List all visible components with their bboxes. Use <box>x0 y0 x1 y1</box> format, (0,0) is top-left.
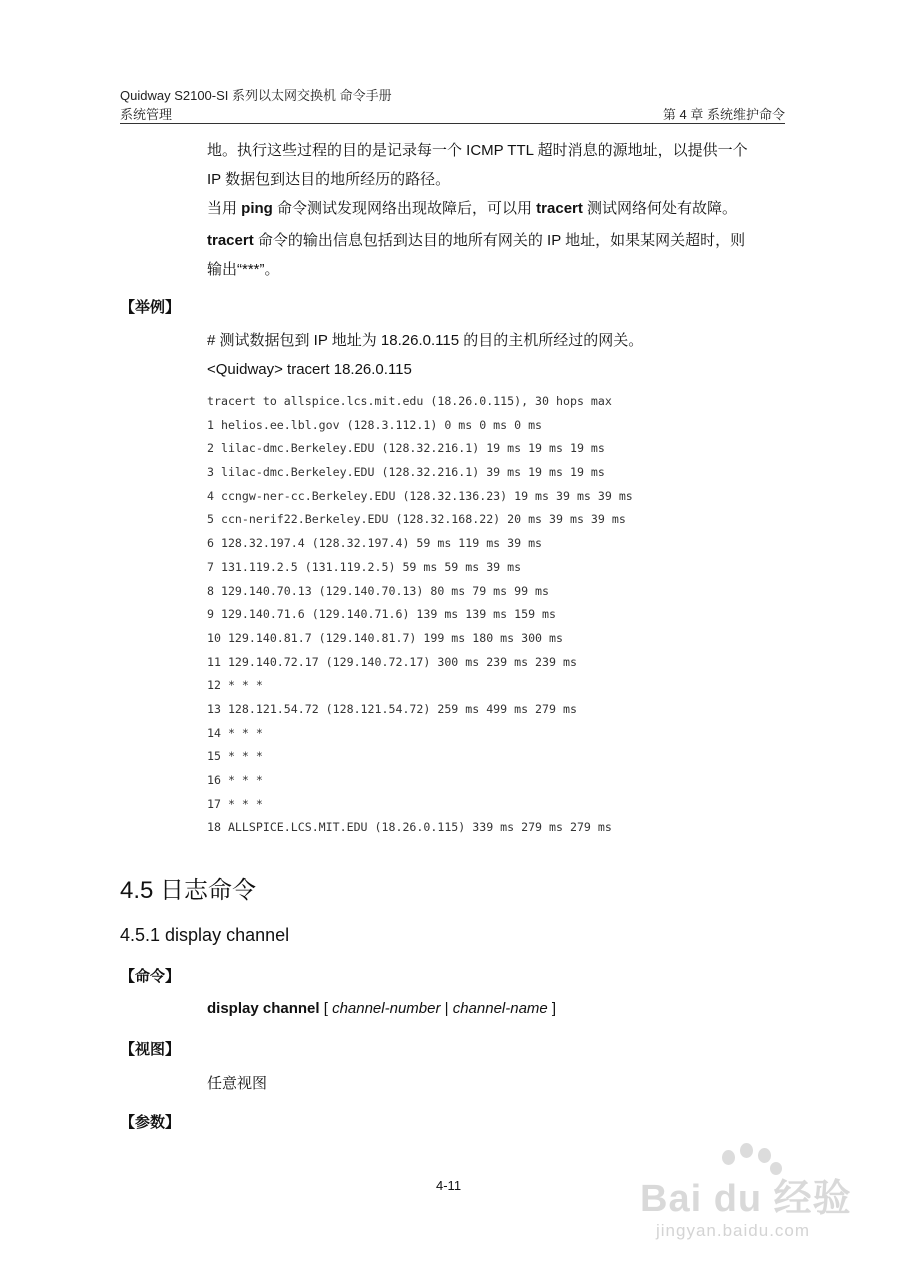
text: 当用 <box>207 200 242 217</box>
intro-paragraph-3 <box>207 226 785 284</box>
command-tag: 【命令】 <box>120 968 181 985</box>
command-arg: channel-name <box>452 1000 548 1017</box>
watermark-url: jingyan.baidu.com <box>656 1221 811 1240</box>
intro-paragraph-1 <box>207 136 785 194</box>
example-comment: # 测试数据包到 IP 地址为 18.26.0.115 的目的主机所经过的网关。 <box>207 332 644 349</box>
tracert-keyword: tracert <box>536 200 583 217</box>
command-syntax <box>207 1000 556 1017</box>
view-value: 任意视图 <box>207 1075 268 1092</box>
example-command: <Quidway> tracert 18.26.0.115 <box>207 361 412 378</box>
param-tag: 【参数】 <box>120 1114 181 1131</box>
ping-keyword: ping <box>241 200 273 217</box>
output-line: 15 * * * <box>207 749 263 764</box>
output-line: 10 129.140.81.7 (129.140.81.7) 199 ms 180 ms 300 ms <box>207 630 563 645</box>
output-line: 3 lilac-dmc.Berkeley.EDU (128.32.216.1) 39 ms 19 ms 19 ms <box>207 465 605 480</box>
output-line: 11 129.140.72.17 (129.140.72.17) 300 ms 239 ms 239 ms <box>207 654 577 669</box>
output-line: 17 * * * <box>207 796 263 811</box>
output-line: 4 ccngw-ner-cc.Berkeley.EDU (128.32.136.23) 19 ms 39 ms 39 ms <box>207 488 633 503</box>
output-line: 16 * * * <box>207 773 263 787</box>
watermark-brand: Bai du 经验 <box>640 1178 852 1220</box>
tracert-keyword: tracert <box>207 232 254 249</box>
output-line: 1 helios.ee.lbl.gov (128.3.112.1) 0 ms 0 ms 0 ms <box>207 417 543 432</box>
running-header-chapter: 第 4 章 系统维护命令 <box>662 107 785 122</box>
text: 测试网络何处有故障。 <box>582 200 738 217</box>
output-line: 13 128.121.54.72 (128.121.54.72) 259 ms 499 ms 279 ms <box>207 701 577 716</box>
output-line: 12 * * * <box>207 678 263 693</box>
intro-line: IP 数据包到达目的地所经历的路径。 <box>207 171 451 188</box>
subsection-heading: 4.5.1 display channel <box>120 925 290 945</box>
section-heading: 4.5 日志命令 <box>120 877 257 904</box>
bracket: ] <box>547 1000 557 1017</box>
command-arg: channel-number <box>332 1000 441 1017</box>
output-line: 5 ccn-nerif22.Berkeley.EDU (128.32.168.22) 20 ms 39 ms 39 ms <box>207 512 626 527</box>
output-line: 8 129.140.70.13 (129.140.70.13) 80 ms 79 ms 99 ms <box>207 583 550 598</box>
intro-line: 输出“***”。 <box>207 261 280 278</box>
view-tag: 【视图】 <box>120 1041 181 1058</box>
page-number: 4-11 <box>436 1178 462 1193</box>
output-line: 18 ALLSPICE.LCS.MIT.EDU (18.26.0.115) 339 ms 279 ms 279 ms <box>207 820 612 835</box>
text: 命令的输出信息包括到达目的地所有网关的 IP 地址，如果某网关超时，则 <box>253 232 746 249</box>
separator: | <box>440 1000 453 1017</box>
output-line: 2 lilac-dmc.Berkeley.EDU (128.32.216.1) 19 ms 19 ms 19 ms <box>207 441 605 456</box>
example-tag: 【举例】 <box>120 299 181 316</box>
tracert-output <box>207 393 633 843</box>
bracket: [ <box>319 1000 333 1017</box>
output-line: 7 131.119.2.5 (131.119.2.5) 59 ms 59 ms 39 ms <box>207 559 522 574</box>
running-header-title: Quidway S2100-SI 系列以太网交换机 命令手册 <box>120 88 392 103</box>
output-line: 6 128.32.197.4 (128.32.197.4) 59 ms 119 ms 39 ms <box>207 536 543 551</box>
header-rule <box>120 123 785 124</box>
running-header-section: 系统管理 <box>120 107 173 122</box>
intro-paragraph-2 <box>207 194 785 223</box>
output-line: tracert to allspice.lcs.mit.edu (18.26.0.115), 30 hops max <box>207 394 612 408</box>
text: 命令测试发现网络出现故障后，可以用 <box>272 200 537 217</box>
output-line: 9 129.140.71.6 (129.140.71.6) 139 ms 139 ms 159 ms <box>207 607 557 622</box>
output-line: 14 * * * <box>207 725 263 740</box>
command-name: display channel <box>207 1000 320 1017</box>
intro-line: 地。执行这些过程的目的是记录每一个 ICMP TTL 超时消息的源地址，以提供一个 <box>207 142 748 159</box>
